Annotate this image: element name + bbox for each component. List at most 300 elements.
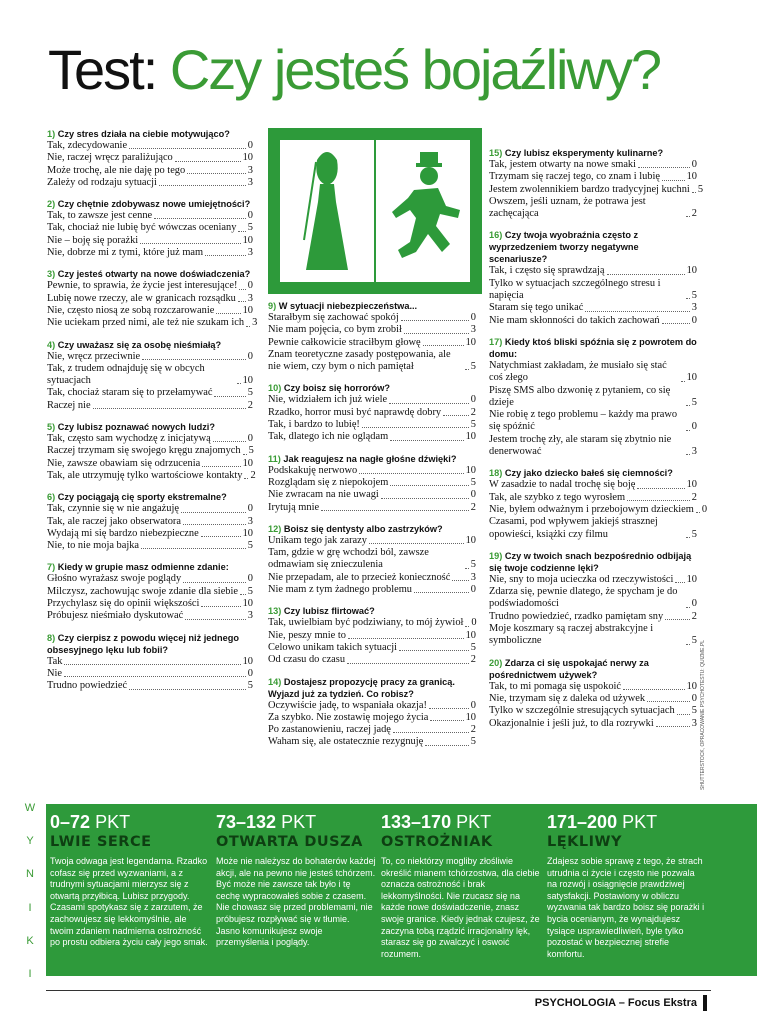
result-name: LWIE SERCE [50, 834, 152, 850]
dot-leader [129, 148, 246, 149]
answer-points: 5 [691, 396, 697, 408]
dot-leader [585, 311, 689, 312]
dot-leader [154, 218, 246, 219]
answer-text: Rzadko, horror musi być naprawdę dobry [268, 406, 442, 418]
answer-points: 5 [247, 540, 253, 552]
question-heading [268, 382, 476, 394]
question-heading [268, 676, 476, 700]
answer-points: 5 [470, 641, 476, 653]
question-number: 6) [47, 492, 56, 503]
answer-text: Nie [47, 667, 63, 679]
answer-points: 0 [247, 667, 253, 679]
dot-leader [359, 473, 463, 474]
answer-points: 3 [252, 317, 258, 329]
question [268, 300, 476, 373]
questions-column-2 [268, 300, 476, 758]
question [268, 523, 476, 596]
answer-option [268, 535, 476, 547]
answer-option [489, 516, 697, 541]
answer-text: Trzymam się raczej tego, co znam i lubię [489, 171, 661, 183]
question-heading [47, 339, 253, 351]
result-name: LĘKLIWY [547, 834, 623, 850]
answer-text: Trudno powiedzieć [47, 680, 128, 692]
question-text: Czy chętnie zdobywasz nowe umiejętności? [57, 199, 251, 210]
question-text: Czy lubisz poznawać nowych ludzi? [57, 422, 215, 433]
dot-leader [201, 536, 241, 537]
answer-option [268, 489, 476, 501]
question-text: Czy lubisz flirtować? [283, 606, 375, 617]
answer-text: Nie, to nie moja bajka [47, 540, 140, 552]
dot-leader [607, 274, 685, 275]
answer-text: Unikam tego jak zarazy [268, 534, 367, 546]
answer-option [489, 611, 697, 623]
question-heading [47, 491, 253, 503]
bride-panel [280, 140, 374, 282]
answer-option [489, 409, 697, 434]
answer-text: Tak, jestem otwarty na nowe smaki [489, 159, 637, 170]
question-number: 9) [268, 301, 277, 311]
answer-text: Wydają mi się bardzo niebezpieczne [47, 527, 199, 539]
answer-option [268, 617, 476, 629]
answer-points: 5 [470, 736, 476, 748]
question [268, 676, 476, 749]
answer-option [47, 351, 253, 363]
answer-points: 0 [691, 159, 697, 170]
dot-leader [414, 592, 469, 593]
answer-points: 0 [691, 421, 697, 433]
answer-text: Nie, zawsze obawiam się odrzucenia [47, 457, 201, 469]
dot-leader [430, 720, 463, 721]
answer-text: Może trochę, ale nie daję po tego [47, 164, 186, 176]
answer-text: Zależy od rodzaju sytuacji [47, 176, 157, 188]
answer-option [489, 434, 697, 459]
answer-points: 5 [247, 387, 253, 399]
answer-text: Nie mam pojęcia, co bym zrobił [268, 324, 402, 336]
answer-text: Nie, trzymam się z daleka od używek [489, 692, 646, 704]
question [489, 657, 697, 730]
answer-points: 3 [691, 446, 697, 458]
answer-points: 10 [242, 375, 253, 387]
answer-points: 10 [242, 457, 253, 469]
question-heading [47, 198, 253, 210]
answer-text: Tak, dlatego ich nie oglądam [268, 431, 389, 443]
running-groom-panel [376, 140, 470, 282]
answer-option [47, 680, 253, 692]
answer-option [47, 293, 253, 305]
answer-text: Czasami, pod wpływem jakiejś strasznej opowieści, książki czy filmu [489, 516, 658, 540]
dot-leader [362, 427, 469, 428]
result-2 [216, 812, 376, 949]
answer-points: 10 [465, 336, 476, 348]
answer-text: Tak, ale raczej jako obserwatora [47, 515, 181, 527]
question-text: Czy cierpisz z powodu więcej niż jednego obsesyjnego lęku lub fobii? [47, 632, 239, 655]
question [47, 421, 256, 482]
dot-leader [243, 454, 247, 455]
answer-option [489, 278, 697, 303]
question-number: 17) [489, 336, 503, 347]
question-number: 4) [47, 339, 56, 350]
question-text: Kiedy ktoś bliski spóźnia się z powrotem do domu: [489, 336, 697, 359]
answer-option [489, 503, 708, 516]
answer-points: 0 [691, 314, 697, 326]
answer-option [489, 586, 697, 611]
answer-text: Od czasu do czasu [268, 654, 346, 666]
answer-option [47, 598, 253, 610]
answer-option [47, 445, 253, 457]
answer-option [489, 705, 697, 717]
answer-text: Nie, raczej wręcz paraliżująco [47, 152, 173, 164]
question [47, 561, 253, 622]
dot-leader [237, 383, 241, 384]
question-text: Czy stres działa na ciebie motywująco? [57, 129, 230, 139]
answer-points: 2 [691, 208, 697, 220]
answer-points: 0 [691, 692, 697, 704]
answer-points: 10 [465, 464, 476, 476]
answer-text: Raczej trzymam się swojego kręgu znajomych [47, 445, 241, 457]
answer-points: 0 [470, 584, 476, 596]
answer-option [47, 528, 253, 540]
question-number: 13) [268, 606, 282, 617]
answer-option [268, 419, 476, 431]
answer-text: Tak, chociaż staram się to przełamywać [47, 387, 213, 399]
question-number: 14) [268, 676, 282, 687]
answer-option [489, 265, 697, 277]
answer-option [268, 349, 476, 374]
answer-text: Za szybko. Nie zostawię mojego życia [268, 711, 429, 723]
dot-leader [665, 619, 690, 620]
answer-option [47, 433, 253, 445]
answer-points: 2 [691, 491, 697, 503]
answer-option [268, 465, 476, 477]
answer-text: Nie – boję się porażki [47, 234, 139, 246]
answer-text: Pewnie, to sprawia, że życie jest interesujące! [47, 280, 238, 292]
dot-leader [662, 180, 685, 181]
dot-leader [452, 580, 468, 581]
question-text: Czy lubisz eksperymenty kulinarne? [504, 148, 664, 158]
answer-option [268, 700, 476, 712]
footer-bar [703, 995, 707, 1011]
answer-text: Starałbym się zachować spokój [268, 312, 399, 323]
question-text: Czy jako dziecko bałeś się ciemności? [504, 468, 673, 479]
answer-points: 10 [686, 372, 697, 384]
result-range: 73–132 [216, 812, 277, 832]
dot-leader [183, 524, 246, 525]
dot-leader [347, 663, 469, 664]
answer-option [489, 302, 697, 314]
answer-points: 2 [247, 399, 253, 411]
answer-option [47, 540, 253, 552]
footer-text: PSYCHOLOGIA – Focus Ekstra [534, 996, 697, 1009]
answer-text: Celowo unikam takich sytuacji [268, 641, 397, 653]
answer-text: Jestem zwolennikiem bardzo tradycyjnej kuchni [489, 183, 690, 195]
question-number: 20) [489, 657, 503, 668]
answer-option [268, 394, 476, 406]
question [268, 605, 476, 666]
answer-text: Lubię nowe rzeczy, ale w granicach rozsądku [47, 292, 236, 304]
answer-option [268, 642, 476, 654]
answer-option [268, 337, 476, 349]
result-range: 0–72 [50, 812, 91, 832]
answer-points: 3 [470, 324, 476, 336]
answer-text: Tak [47, 655, 63, 667]
dot-leader [183, 582, 246, 583]
question-heading [268, 453, 476, 465]
answer-points: 5 [470, 361, 476, 373]
dot-leader [348, 638, 464, 639]
answer-option [47, 363, 253, 388]
dot-leader [390, 485, 468, 486]
answer-points: 3 [247, 247, 253, 259]
results-label-letter: I [28, 967, 32, 980]
answer-text: Waham się, ale ostatecznie rezygnuję [268, 736, 424, 748]
answer-text: Podskakuję nerwowo [268, 464, 358, 476]
question [268, 453, 476, 514]
result-name: OTWARTA DUSZA [216, 834, 363, 850]
dot-leader [692, 192, 696, 193]
answer-text: Owszem, jeśli uznam, że potrawa jest zachęcająca [489, 195, 646, 220]
dot-leader [140, 243, 240, 244]
questions-column-1 [47, 128, 258, 702]
question-heading [489, 229, 697, 265]
answer-points: 2 [250, 469, 256, 481]
answer-option [268, 572, 476, 584]
answer-text: Nie robię z tego problemu – każdy ma prawo się spóźnić [489, 409, 678, 433]
dot-leader [142, 359, 246, 360]
answer-points: 3 [247, 292, 253, 304]
answer-option [47, 177, 253, 189]
answer-text: Zdarza się, pewnie dlatego, że spycham je do podświadomości [489, 586, 678, 610]
dot-leader [465, 568, 469, 569]
dot-leader [465, 626, 469, 627]
answer-points: 5 [470, 476, 476, 488]
dot-leader [686, 644, 690, 645]
results-label-letter: W [24, 802, 36, 814]
dot-leader [686, 298, 690, 299]
answer-points: 5 [470, 419, 476, 431]
dot-leader [390, 440, 463, 441]
dot-leader [686, 405, 690, 406]
answer-option [47, 210, 253, 222]
answer-option [268, 477, 476, 489]
answer-points: 10 [465, 431, 476, 443]
dot-leader [425, 745, 469, 746]
dot-leader [423, 345, 464, 346]
question-heading [489, 147, 697, 159]
question-heading [47, 632, 253, 656]
question-text: Czy jesteś otwarty na nowe doświadczenia? [57, 269, 251, 280]
answer-points: 0 [691, 598, 697, 610]
question-number: 1) [47, 129, 56, 139]
answer-text: Okazjonalnie i jeśli już, to dla rozrywki [489, 717, 654, 729]
question [47, 339, 253, 412]
answer-points: 0 [471, 617, 477, 629]
dot-leader [681, 381, 685, 382]
dot-leader [64, 676, 246, 677]
question [47, 128, 253, 189]
dot-leader [686, 216, 690, 217]
result-name: OSTROŻNIAK [381, 834, 493, 850]
answer-text: Nie, dobrze mi z tymi, które już mam [47, 247, 204, 259]
result-range: 171–200 [547, 812, 618, 832]
dot-leader [185, 619, 246, 620]
results-label-letter: I [28, 901, 32, 914]
answer-option [268, 654, 476, 666]
question-heading [489, 657, 697, 681]
result-description: Może nie należysz do bohaterów każdej akcji, ale na pewno nie jesteś tchórzem. Być może nie zawsze tak było i tę cechę wypracowałeś sobie z czasem. Nie chowasz się przed problemami, nie próbujesz rozpływać się w tłumie. Jasno komunikujesz swoje przemyślenia i poglądy. [216, 856, 376, 948]
answer-points: 2 [470, 406, 476, 418]
question-text: Boisz się dentysty albo zastrzyków? [283, 523, 443, 534]
answer-option [268, 630, 476, 642]
answer-text: Tak, uwielbiam być podziwiany, to mój żywioł [268, 617, 464, 629]
answer-points: 5 [697, 183, 704, 195]
answer-points: 5 [691, 705, 697, 717]
answer-option [489, 623, 697, 648]
answer-option [268, 712, 476, 724]
dot-leader [465, 369, 469, 370]
question-text: W sytuacji niebezpieczeństwa... [278, 301, 418, 311]
dot-leader [238, 301, 246, 302]
dot-leader [627, 500, 690, 501]
answer-text: Nie uciekam przed nimi, ale też nie szukam ich [47, 317, 245, 329]
question-number: 15) [489, 148, 503, 158]
answer-option [47, 387, 253, 399]
answer-text: Nie przepadam, ale to przecież konieczność [268, 571, 451, 583]
answer-points: 5 [470, 559, 476, 571]
answer-points: 0 [470, 699, 476, 711]
answer-text: Tak, i często się sprawdzają [489, 265, 605, 277]
answer-option [489, 693, 697, 705]
answer-option [47, 668, 253, 680]
answer-text: Przychylasz się do opinii większości [47, 598, 200, 610]
answer-points: 10 [242, 598, 253, 610]
answer-option [268, 431, 476, 443]
answer-text: Jestem trochę zły, ale staram się zbytnio nie denerwować [489, 433, 672, 458]
answer-text: Tam, gdzie w grę wchodzi ból, zawsze odmawiam się znieczulenia [268, 547, 429, 571]
answer-points: 2 [470, 501, 476, 513]
results-label [22, 802, 38, 980]
results-label-letter: K [26, 934, 34, 947]
dot-leader [696, 512, 700, 513]
answer-points: 0 [247, 573, 253, 585]
dot-leader [675, 582, 684, 583]
question [47, 268, 258, 329]
answer-points: 3 [247, 515, 253, 527]
question-heading [47, 561, 253, 573]
question-heading [47, 268, 253, 280]
question-number: 7) [47, 562, 56, 573]
answer-option [489, 574, 697, 586]
answer-points: 10 [242, 304, 253, 316]
answer-points: 10 [465, 711, 476, 723]
answer-points: 5 [247, 585, 253, 597]
dot-leader [443, 415, 469, 416]
dot-leader [686, 454, 690, 455]
result-unit: PKT [622, 812, 658, 832]
result-range: 133–170 [381, 812, 452, 832]
answer-points: 0 [247, 210, 253, 222]
question-number: 12) [268, 523, 282, 534]
title-main: Czy jesteś bojaźliwy? [169, 38, 661, 101]
question-number: 16) [489, 230, 503, 241]
answer-text: Tak, ale szybko z tego wyrosłem [489, 491, 626, 503]
answer-points: 10 [686, 680, 697, 692]
dot-leader [686, 607, 690, 608]
answer-option [47, 503, 253, 515]
answer-text: Tak, z trudem odnajduję się w obcych sytuacjach [47, 362, 205, 387]
dot-leader [175, 161, 241, 162]
answer-text: Nie mam skłonności do takich zachowań [489, 314, 660, 326]
photo-credit: SHUTTERSTOCK, OPRACOWANIE PSYCHOTESTU: QUIZME.PL [700, 639, 706, 790]
dot-leader [246, 326, 250, 327]
answer-points: 3 [691, 302, 697, 314]
question-number: 19) [489, 550, 503, 561]
question [47, 198, 253, 259]
footer [535, 995, 707, 1011]
question-text: Czy boisz się horrorów? [283, 383, 391, 394]
answer-option [47, 280, 253, 292]
question [268, 382, 476, 443]
dot-leader [239, 289, 245, 290]
answer-option [489, 360, 697, 385]
answer-option [47, 573, 253, 585]
dot-leader [404, 333, 469, 334]
answer-option [268, 324, 476, 336]
question-text: Dostajesz propozycję pracy za granicą. Wyjazd już za tydzień. Co robisz? [268, 676, 455, 699]
answer-text: Tak, to zawsze jest cenne [47, 210, 153, 222]
result-3 [381, 812, 541, 960]
answer-text: Tylko w sytuacjach szczególnego stresu i napięcia [489, 277, 661, 302]
answer-points: 5 [691, 528, 697, 540]
question-number: 2) [47, 199, 56, 210]
dot-leader [159, 185, 246, 186]
answer-points: 3 [470, 571, 476, 583]
dot-leader [623, 689, 685, 690]
dot-leader [216, 313, 240, 314]
result-unit: PKT [456, 812, 492, 832]
title-prefix: Test: [48, 38, 157, 101]
answer-text: Tak, ale utrzymuję tylko wartościowe kontakty [47, 469, 243, 481]
answer-text: Tak, chociaż nie lubię być wówczas oceniany [47, 222, 237, 234]
answer-option [47, 400, 253, 412]
answer-text: Pewnie całkowicie straciłbym głowę [268, 336, 421, 348]
result-description: To, co niektórzy mogliby złośliwie określić mianem tchórzostwa, dla ciebie oznacza ostrożność i brak lekkomyślności. Nie rzucasz się na każde nowe doświadczenie, znasz swoje granice. Kiedy jednak czujesz, że zaczyna tobą rządzić irracjonalny lęk, starasz się go zwalczyć i oswoić rozumem. [381, 856, 540, 959]
answer-text: Próbujesz nieśmiało dyskutować [47, 610, 184, 622]
answer-option [489, 479, 697, 491]
dot-leader [647, 701, 690, 702]
answer-points: 0 [247, 433, 253, 445]
answer-option [47, 458, 253, 470]
answer-text: Piszę SMS albo dzwonię z pytaniem, co się dzieje [489, 384, 671, 408]
question-text: Czy twoja wyobraźnia często z wyprzedzeniem tworzy negatywne scenariusze? [489, 230, 639, 265]
answer-points: 0 [701, 503, 708, 515]
answer-option [47, 305, 253, 317]
question-number: 10) [268, 383, 282, 394]
answer-points: 10 [686, 265, 697, 277]
dot-leader [202, 466, 240, 467]
answer-text: Znam teoretyczne zasady postępowania, ale nie wiem, czy bym o nich pamiętał [268, 348, 451, 373]
answer-option [489, 718, 697, 730]
answer-option [489, 196, 697, 221]
answer-option [47, 516, 253, 528]
dot-leader [637, 488, 684, 489]
answer-option [268, 736, 476, 748]
answer-points: 3 [247, 164, 253, 176]
answer-option [489, 492, 697, 504]
answer-text: Tak, często sam wychodzę z inicjatywą [47, 433, 211, 445]
answer-points: 3 [247, 610, 253, 622]
results-panel [46, 804, 757, 976]
page-title [48, 38, 660, 102]
